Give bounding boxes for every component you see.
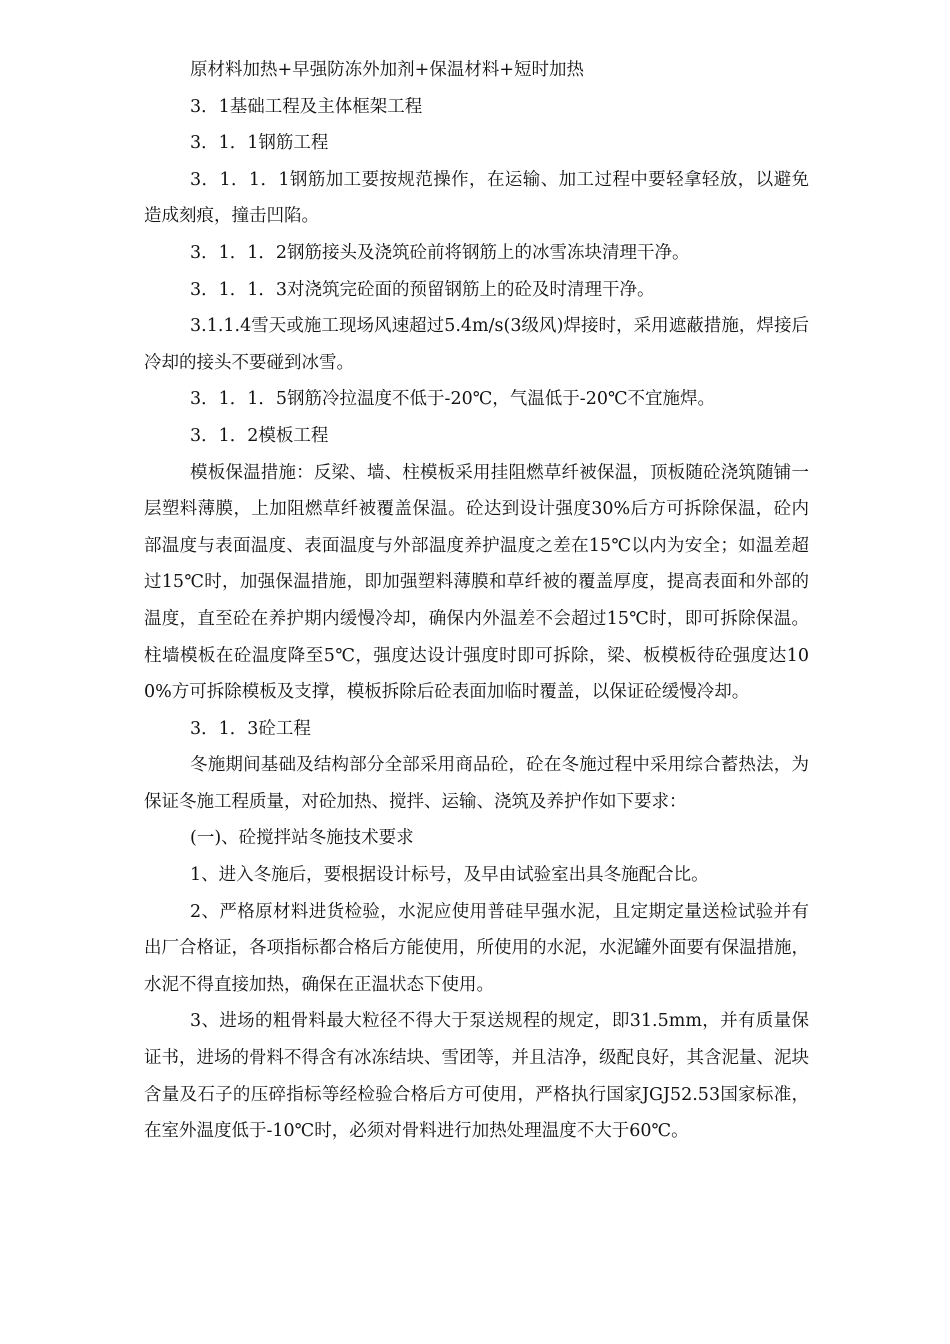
document-page xyxy=(144,52,809,1150)
heading-3-1-3: 3．1．3砼工程 xyxy=(190,718,311,739)
paragraph-concrete-intro: 冬施期间基础及结构部分全部采用商品砼，砼在冬施过程中采用综合蓄热法，为保证冬施工程质量，对砼加热、搅拌、运输、浇筑及养护作如下要求： xyxy=(144,755,809,812)
heading-3-1-2: 3．1．2模板工程 xyxy=(190,425,329,446)
item-3-1-1-2: 3．1．1．2钢筋接头及浇筑砼前将钢筋上的冰雪冻块清理干净。 xyxy=(190,242,690,263)
item-3-1-1-3: 3．1．1．3对浇筑完砼面的预留钢筋上的砼及时清理干净。 xyxy=(190,279,655,300)
heading-3-1-1: 3．1．1钢筋工程 xyxy=(190,133,329,154)
list-item-3: 3、进场的粗骨料最大粒径不得大于泵送规程的规定，即31.5mm，并有质量保证书，进场的骨料不得含有冰冻结块、雪团等，并且洁净，级配良好，其含泥量、泥块含量及石子的压碎指标等经检验合格后方可使用，严格执行国家JGJ52.53国家标准，在室外温度低于-10℃时，必须对骨料进行加热处理温度不大于60℃。 xyxy=(144,1011,809,1142)
list-item-2: 2、严格原材料进货检验，水泥应使用普硅早强水泥，且定期定量送检试验并有出厂合格证，各项指标都合格后方能使用，所使用的水泥，水泥罐外面要有保温措施，水泥不得直接加热，确保在正温状态下使用。 xyxy=(144,901,809,995)
subheading-mixing-station: (一)、砼搅拌站冬施技术要求 xyxy=(190,828,414,849)
paragraph-formwork-insulation: 模板保温措施：反梁、墙、柱模板采用挂阻燃草纤被保温，顶板随砼浇筑随铺一层塑料薄膜，上加阻燃草纤被覆盖保温。砼达到设计强度30%后方可拆除保温，砼内部温度与表面温度、表面温度与外部温度养护温度之差在15℃以内为安全；如温差超过15℃时，加强保温措施，即加强塑料薄膜和草纤被的覆盖厚度，提高表面和外部的温度，直至砼在养护期内缓慢冷却，确保内外温差不会超过15℃时，即可拆除保温。柱墙模板在砼温度降至5℃，强度达设计强度时即可拆除，梁、板模板待砼强度达100%方可拆除模板及支撑，模板拆除后砼表面加临时覆盖，以保证砼缓慢冷却。 xyxy=(144,462,809,703)
item-3-1-1-1: 3．1．1．1钢筋加工要按规范操作，在运输、加工过程中要轻拿轻放，以避免造成刻痕，撞击凹陷。 xyxy=(144,169,809,227)
paragraph-heating-method: 原材料加热+早强防冻外加剂+保温材料+短时加热 xyxy=(190,60,584,80)
item-3-1-1-4: 3.1.1.4雪天或施工现场风速超过5.4m/s(3级风)焊接时，采用遮蔽措施，焊接后冷却的接头不要碰到冰雪。 xyxy=(144,316,809,373)
item-3-1-1-5: 3．1．1．5钢筋冷拉温度不低于-20℃，气温低于-20℃不宜施焊。 xyxy=(190,389,716,410)
list-item-1: 1、进入冬施后，要根据设计标号，及早由试验室出具冬施配合比。 xyxy=(190,865,709,886)
heading-3-1: 3．1基础工程及主体框架工程 xyxy=(190,96,423,117)
